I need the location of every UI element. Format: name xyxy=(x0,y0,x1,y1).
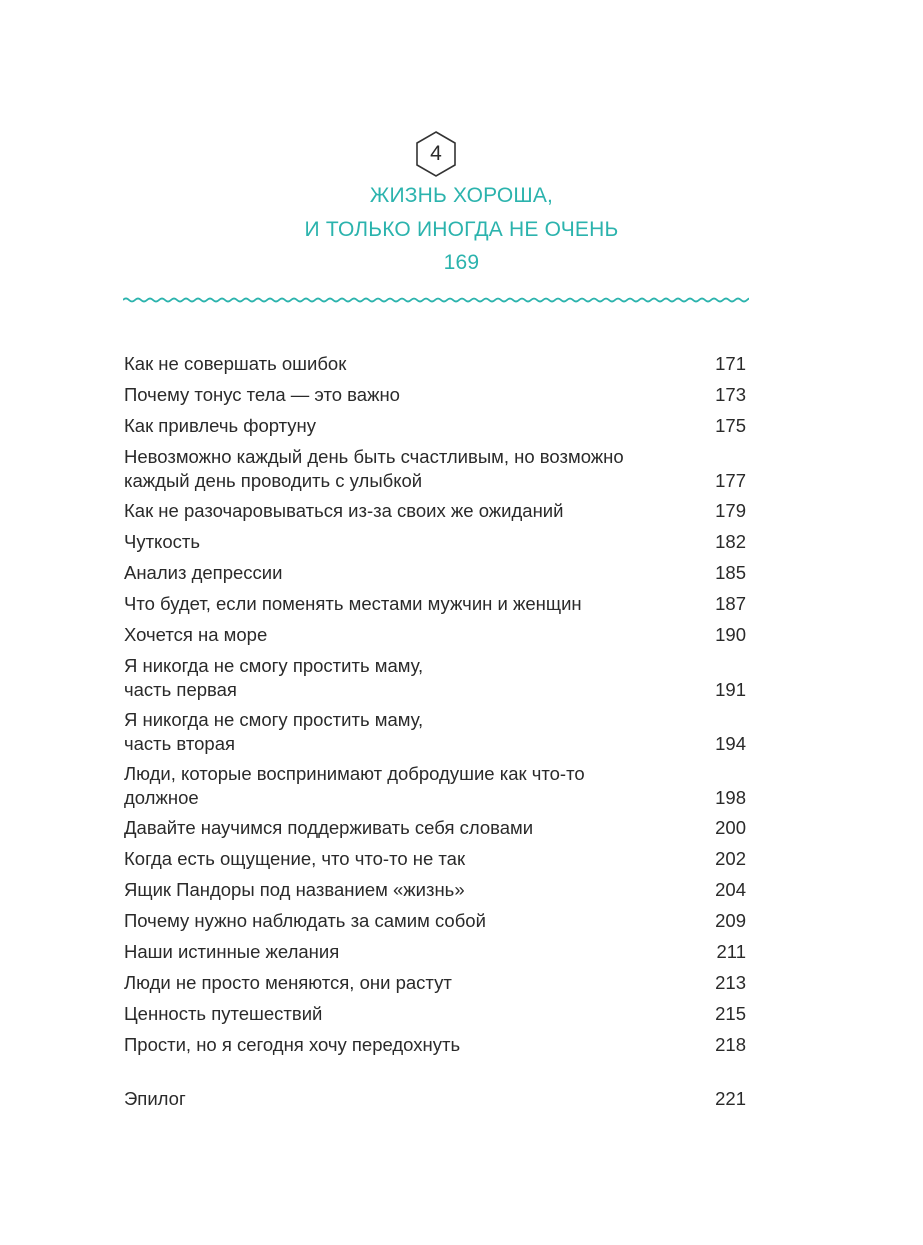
toc-entry[interactable] xyxy=(124,352,746,376)
toc-entry-title: Прости, но я сегодня хочу передохнуть xyxy=(124,1034,461,1055)
toc-entry-title: Когда есть ощущение, что что-то не так xyxy=(124,848,466,869)
toc-entry-page: 185 xyxy=(715,562,746,583)
toc-entry-title: Наши истинные желания xyxy=(124,941,340,962)
toc-entry[interactable] xyxy=(124,383,746,407)
toc-entry-page: 202 xyxy=(715,848,746,869)
toc-entry-page: 200 xyxy=(715,817,746,838)
toc-entry-page: 179 xyxy=(715,500,746,521)
toc-entry-title: Почему тонус тела — это важно xyxy=(124,384,400,405)
toc-entry[interactable] xyxy=(124,654,746,702)
toc-entry-page: 221 xyxy=(715,1088,746,1109)
toc-entry-page: 177 xyxy=(715,470,746,491)
chapter-start-page: 169 xyxy=(443,251,480,274)
chapter-title-line-2: И ТОЛЬКО ИНОГДА НЕ ОЧЕНЬ xyxy=(304,218,619,241)
toc-entry-epilogue[interactable] xyxy=(124,1087,746,1111)
toc-entry[interactable] xyxy=(124,940,746,964)
toc-entry-title: Хочется на море xyxy=(124,624,268,645)
toc-entry[interactable] xyxy=(124,592,746,616)
toc-entry[interactable] xyxy=(124,561,746,585)
table-of-contents xyxy=(124,352,746,1118)
toc-entry-page: 218 xyxy=(715,1034,746,1055)
toc-entry-page: 194 xyxy=(715,733,746,754)
chapter-number: 4 xyxy=(430,142,442,165)
toc-entry-page: 209 xyxy=(715,910,746,931)
toc-entry-title: Давайте научимся поддерживать себя словами xyxy=(124,817,534,838)
toc-entry[interactable] xyxy=(124,530,746,554)
toc-entry-title: Эпилог xyxy=(124,1088,186,1109)
chapter-title-line-1: ЖИЗНЬ ХОРОША, xyxy=(369,184,554,207)
toc-entry-page: 190 xyxy=(715,624,746,645)
toc-entry-page: 175 xyxy=(715,415,746,436)
toc-entry-page: 182 xyxy=(715,531,746,552)
toc-entry-page: 211 xyxy=(716,941,746,962)
toc-entry-title: Анализ депрессии xyxy=(124,562,283,583)
toc-entry-title-line-1: Я никогда не смогу простить маму, xyxy=(124,655,424,676)
chapter-number-hexagon xyxy=(414,130,458,178)
toc-entry-title: Ценность путешествий xyxy=(124,1003,323,1024)
toc-entry[interactable] xyxy=(124,909,746,933)
toc-entry-title-line-2: каждый день проводить с улыбкой xyxy=(124,470,423,491)
toc-entry-title-line-2: часть вторая xyxy=(124,733,235,754)
wavy-divider xyxy=(123,292,749,308)
toc-entry[interactable] xyxy=(124,816,746,840)
toc-entry-page: 198 xyxy=(715,787,746,808)
toc-entry[interactable] xyxy=(124,847,746,871)
toc-entry-title: Ящик Пандоры под названием «жизнь» xyxy=(124,879,465,900)
toc-entry[interactable] xyxy=(124,499,746,523)
toc-entry-title: Почему нужно наблюдать за самим собой xyxy=(124,910,486,931)
toc-entry-page: 204 xyxy=(715,879,746,900)
toc-entry[interactable] xyxy=(124,708,746,756)
toc-entry-title-line-1: Люди, которые воспринимают добродушие как что-то xyxy=(124,763,585,784)
toc-entry-title-line-1: Невозможно каждый день быть счастливым, но возможно xyxy=(124,446,624,467)
toc-entry-title: Люди не просто меняются, они растут xyxy=(124,972,452,993)
toc-entry-title-line-2: часть первая xyxy=(124,679,237,700)
toc-entry[interactable] xyxy=(124,971,746,995)
toc-entry-title: Чуткость xyxy=(124,531,201,552)
toc-entry[interactable] xyxy=(124,1002,746,1026)
toc-entry[interactable] xyxy=(124,1033,746,1057)
toc-entry-title: Что будет, если поменять местами мужчин и женщин xyxy=(124,593,582,614)
toc-entry-title: Как не разочаровываться из-за своих же ожиданий xyxy=(124,500,564,521)
toc-entry-page: 173 xyxy=(715,384,746,405)
toc-entry[interactable] xyxy=(124,878,746,902)
toc-entry[interactable] xyxy=(124,445,746,493)
toc-entry-page: 213 xyxy=(715,972,746,993)
toc-entry-title: Как не совершать ошибок xyxy=(124,353,347,374)
toc-entry[interactable] xyxy=(124,762,746,810)
toc-entry-page: 171 xyxy=(715,353,746,374)
toc-entry[interactable] xyxy=(124,414,746,438)
toc-entry-title: Как привлечь фортуну xyxy=(124,415,317,436)
toc-entry-page: 191 xyxy=(715,679,746,700)
toc-entry-title-line-1: Я никогда не смогу простить маму, xyxy=(124,709,424,730)
toc-entry-title-line-2: должное xyxy=(124,787,199,808)
toc-entry-page: 187 xyxy=(715,593,746,614)
toc-entry-page: 215 xyxy=(715,1003,746,1024)
toc-entry[interactable] xyxy=(124,623,746,647)
